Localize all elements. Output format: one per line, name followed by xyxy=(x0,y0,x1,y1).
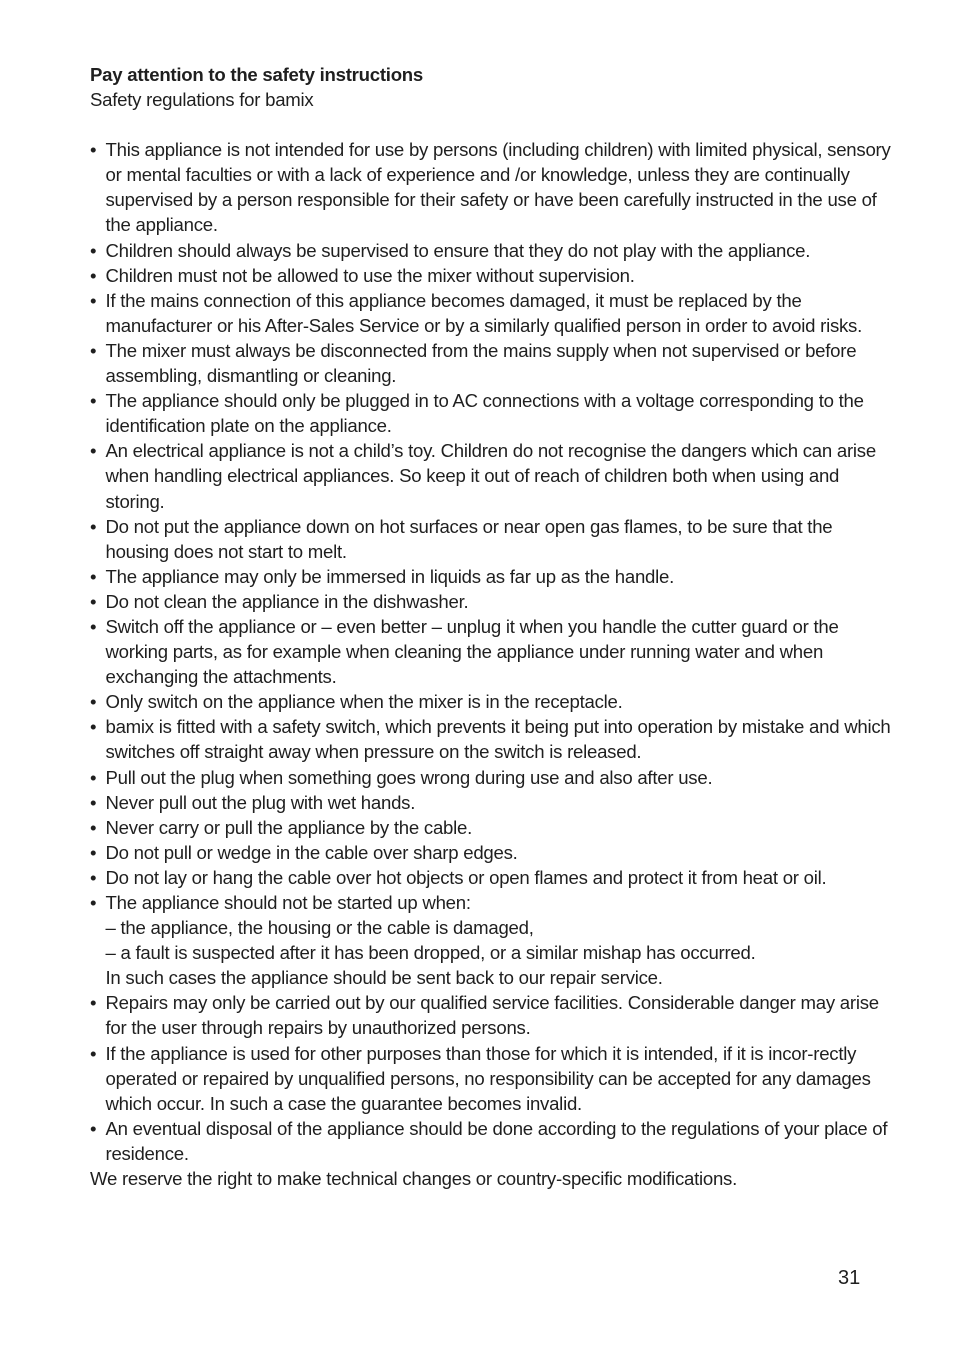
safety-rule-text: Children must not be allowed to use the mixer without supervision. xyxy=(105,264,635,286)
document-body xyxy=(90,62,900,1191)
bullet-icon: • xyxy=(90,139,97,161)
safety-rule-item xyxy=(90,990,900,1040)
safety-rule-text: Do not pull or wedge in the cable over sharp edges. xyxy=(105,841,518,863)
bullet-icon: • xyxy=(90,1117,97,1139)
bullet-icon: • xyxy=(90,816,97,838)
safety-rule-item xyxy=(90,1041,900,1116)
section-title: Pay attention to the safety instructions xyxy=(90,64,424,85)
safety-rule-text: An electrical appliance is not a child’s toy. Children do not recognise the dangers which can arise when handling electrical appliances. So keep it out of reach of children both when using and storing. xyxy=(105,440,876,512)
safety-rule-text: Do not clean the appliance in the dishwasher. xyxy=(105,590,469,612)
safety-rule-subline: – a fault is suspected after it has been dropped, or a similar mishap has occurred. xyxy=(105,942,756,964)
safety-rule-text: This appliance is not intended for use by persons (including children) with limited physical, sensory or mental faculties or with a lack of experience and /or knowledge, unless they are continually supervised by a person responsible for their safety or have been carefully instructed in the use of the appliance. xyxy=(105,139,891,236)
safety-rule-text: bamix is fitted with a safety switch, which prevents it being put into operation by mistake and which switches off straight away when pressure on the switch is released. xyxy=(105,716,891,763)
safety-rule-text: Only switch on the appliance when the mixer is in the receptacle. xyxy=(105,691,623,713)
safety-rule-item xyxy=(90,689,900,714)
safety-rule-text: The appliance should not be started up when: xyxy=(105,892,471,913)
bullet-icon: • xyxy=(90,716,97,738)
bullet-icon: • xyxy=(90,615,97,637)
safety-rule-subline: In such cases the appliance should be sent back to our repair service. xyxy=(105,967,663,989)
safety-rule-text: The appliance should only be plugged in to AC connections with a voltage corresponding to the identification plate on the appliance. xyxy=(105,390,864,437)
footer-note: We reserve the right to make technical changes or country-specific modifications. xyxy=(90,1168,738,1190)
bullet-icon: • xyxy=(90,565,97,587)
safety-rule-item xyxy=(90,1116,900,1166)
safety-rule-item xyxy=(90,238,900,263)
bullet-icon: • xyxy=(90,841,97,863)
safety-rule-item xyxy=(90,514,900,564)
bullet-icon: • xyxy=(90,440,97,462)
safety-rule-item xyxy=(90,589,900,614)
safety-rule-text: The appliance may only be immersed in liquids as far up as the handle. xyxy=(105,565,675,587)
page-number: 31 xyxy=(838,1267,861,1289)
safety-rule-item xyxy=(90,714,900,764)
bullet-icon: • xyxy=(90,339,97,361)
safety-rule-text: Do not put the appliance down on hot surfaces or near open gas flames, to be sure that the housing does not start to melt. xyxy=(105,515,833,562)
safety-rule-item xyxy=(90,438,900,513)
safety-rule-text: Switch off the appliance or – even better – unplug it when you handle the cutter guard or the working parts, as for example when cleaning the appliance under running water and when exchanging the attachments. xyxy=(105,615,839,688)
safety-rule-item xyxy=(90,137,900,237)
safety-rules-list xyxy=(90,137,900,1166)
safety-rule-item xyxy=(90,388,900,438)
safety-rule-subline: – the appliance, the housing or the cable is damaged, xyxy=(105,917,534,939)
safety-rule-item xyxy=(90,840,900,865)
safety-rule-text: Children should always be supervised to ensure that they do not play with the appliance. xyxy=(105,239,811,261)
safety-rule-item xyxy=(90,865,900,890)
safety-rule-text: An eventual disposal of the appliance should be done according to the regulations of your place of residence. xyxy=(105,1117,888,1164)
safety-rule-text: If the mains connection of this appliance becomes damaged, it must be replaced by the manufacturer or his After-Sales Service or by a similarly qualified person in order to avoid risks. xyxy=(105,289,863,336)
safety-rule-text: Repairs may only be carried out by our qualified service facilities. Considerable danger may arise for the user through repairs by unauthorized persons. xyxy=(105,992,879,1039)
bullet-icon: • xyxy=(90,289,97,311)
bullet-icon: • xyxy=(90,590,97,612)
safety-rule-text: The mixer must always be disconnected from the mains supply when not supervised or before assembling, dismantling or cleaning. xyxy=(105,339,857,387)
bullet-icon: • xyxy=(90,515,97,537)
safety-rule-text: Never pull out the plug with wet hands. xyxy=(105,791,416,813)
safety-rule-text: Never carry or pull the appliance by the cable. xyxy=(105,816,473,838)
bullet-icon: • xyxy=(90,791,97,813)
safety-rule-text: If the appliance is used for other purposes than those for which it is intended, if it is incor-rectly operated or repaired by unqualified persons, no responsibility can be accepted for any damages which occur. In such a case the guarantee becomes invalid. xyxy=(105,1042,871,1114)
bullet-icon: • xyxy=(90,691,97,713)
safety-rule-text: Do not lay or hang the cable over hot objects or open flames and protect it from heat or oil. xyxy=(105,866,827,888)
section-subtitle: Safety regulations for bamix xyxy=(90,89,314,111)
bullet-icon: • xyxy=(90,892,97,913)
safety-rule-item xyxy=(90,263,900,288)
bullet-icon: • xyxy=(90,992,97,1014)
bullet-icon: • xyxy=(90,264,97,286)
safety-rule-text: Pull out the plug when something goes wrong during use and also after use. xyxy=(105,766,713,788)
safety-rule-item xyxy=(90,790,900,815)
safety-rule-item xyxy=(90,338,900,388)
bullet-icon: • xyxy=(90,239,97,261)
safety-rule-item xyxy=(90,564,900,589)
safety-rule-item xyxy=(90,890,900,990)
safety-rule-item xyxy=(90,765,900,790)
safety-rule-item xyxy=(90,815,900,840)
bullet-icon: • xyxy=(90,1042,97,1064)
bullet-icon: • xyxy=(90,390,97,412)
safety-rule-item xyxy=(90,288,900,338)
safety-rule-item xyxy=(90,614,900,689)
bullet-icon: • xyxy=(90,866,97,888)
bullet-icon: • xyxy=(90,766,97,788)
